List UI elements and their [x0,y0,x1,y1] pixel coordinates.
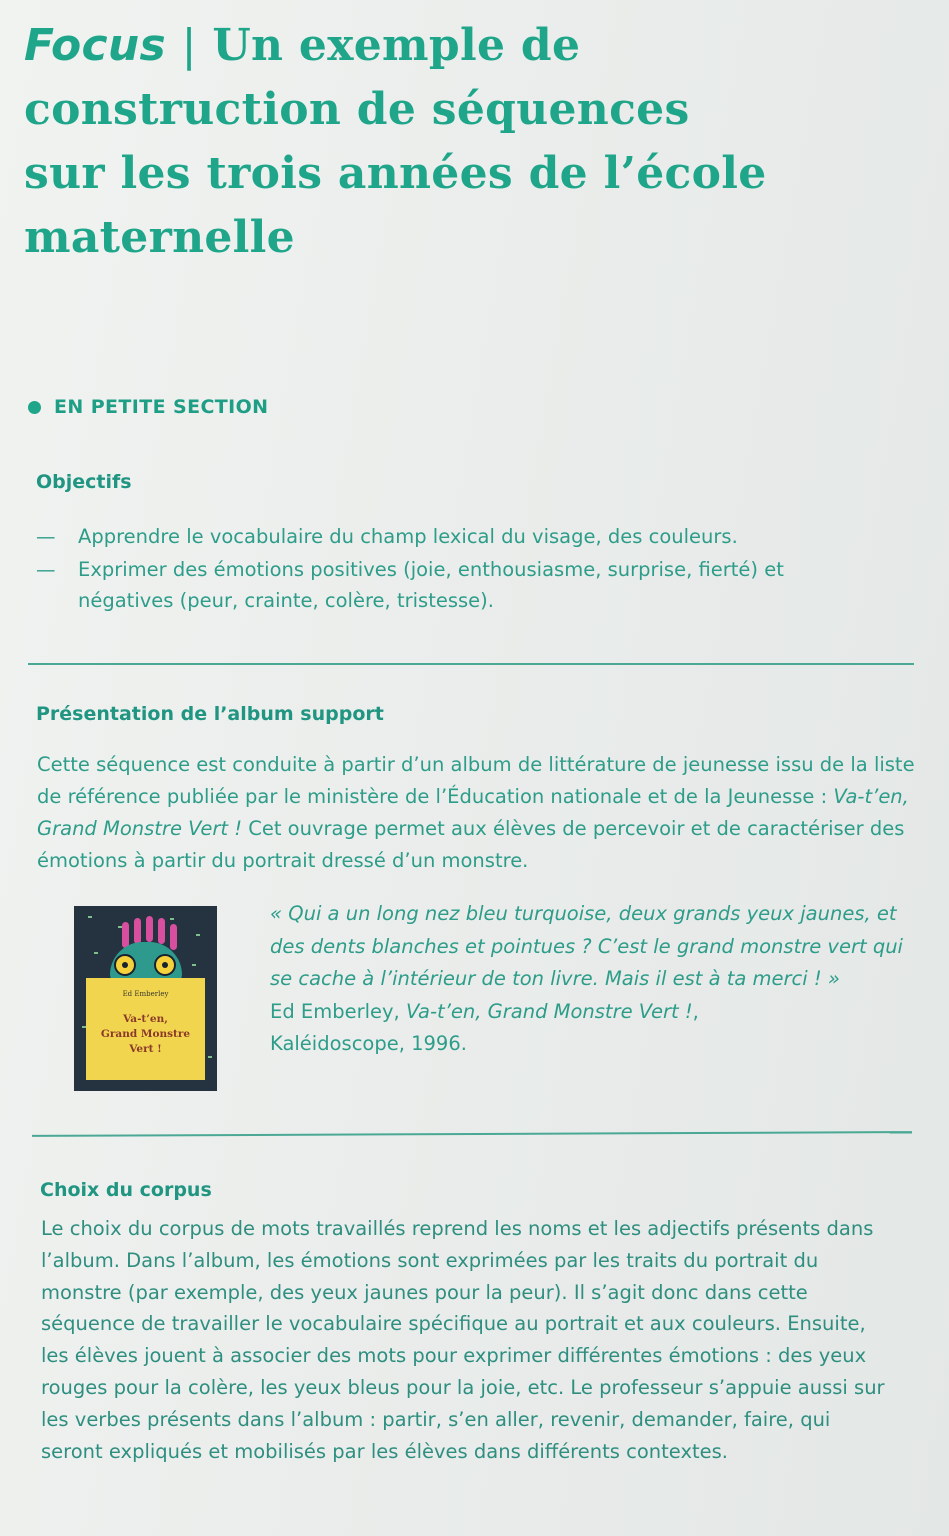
album-quote [270,898,910,1061]
objective-text-1: Apprendre le vocabulaire du champ lexical du visage, des couleurs. [78,525,738,548]
dash-marker: — [36,558,56,581]
list-item [36,521,856,552]
page-title [24,14,924,270]
divider [28,663,914,665]
cover-author: Ed Emberley [122,990,169,998]
monster-eye-icon [114,954,136,976]
monster-eye-icon [154,954,176,976]
corpus-paragraph: Le choix du corpus de mots travaillés reprend les noms et les adjectifs présents dans l’album. Dans l’album, les émotions sont exprimées par les traits du portrait du monstre (par exemple, des yeux jaunes pour la peur). Il s’agit donc dans cette séquence de travailler le vocabulaire spécifique au portrait et aux couleurs. Ensuite, les élèves jouent à associer des mots pour exprimer différentes émotions : des yeux rouges pour la colère, les yeux bleus pour la joie, etc. Le professeur s’appuie aussi sur les verbes présents dans l’album : partir, s’en aller, revenir, demander, faire, qui seront expliqués et mobilisés par les élèves dans différents contextes. [41,1217,885,1463]
album-heading: Présentation de l’album support [36,703,384,725]
title-focus: Focus [24,20,166,71]
cover-title: Va-t’en, Grand Monstre Vert ! [100,1013,191,1055]
list-item [36,554,856,616]
objective-text-2: Exprimer des émotions positives (joie, enthousiasme, surprise, fierté) et négatives (peur, crainte, colère, tristesse). [78,558,784,612]
album-book-title: Va-t’en, Grand Monstre Vert ! [37,785,909,840]
section-label-text: EN PETITE SECTION [54,396,269,418]
divider [32,1131,912,1137]
title-line-1: Un exemple de [212,20,581,71]
quote-source: Ed Emberley, Va-t’en, Grand Monstre Vert !, Kaléidoscope, 1996. [270,999,699,1055]
title-separator: | [181,20,197,71]
objectifs-heading: Objectifs [36,471,132,493]
bullet-dot-icon [28,401,41,414]
quote-text: « Qui a un long nez bleu turquoise, deux grands yeux jaunes, et des dents blanches et pointues ? C’est le grand monstre vert qui se cache à l’intérieur de ton livre. Mais il est à ta merci ! » [270,902,903,990]
book-cover-image [74,906,217,1091]
album-text-before: Cette séquence est conduite à partir d’un album de littérature de jeunesse issu de la liste de référence publiée par le ministère de l’Éducation nationale et de la Jeunesse : [37,753,915,808]
title-line-2: construction de séquences [24,84,690,135]
title-line-4: maternelle [24,212,295,263]
title-line-3: sur les trois années de l’école [24,148,767,199]
objectives-list [36,521,856,618]
cover-panel [86,978,205,1080]
album-text-after: Cet ouvrage permet aux élèves de percevoir et de caractériser des émotions à partir du portrait dressé d’un monstre. [37,817,905,872]
dash-marker: — [36,525,56,548]
album-paragraph [37,749,917,877]
corpus-heading: Choix du corpus [40,1179,212,1201]
section-label [28,396,268,418]
